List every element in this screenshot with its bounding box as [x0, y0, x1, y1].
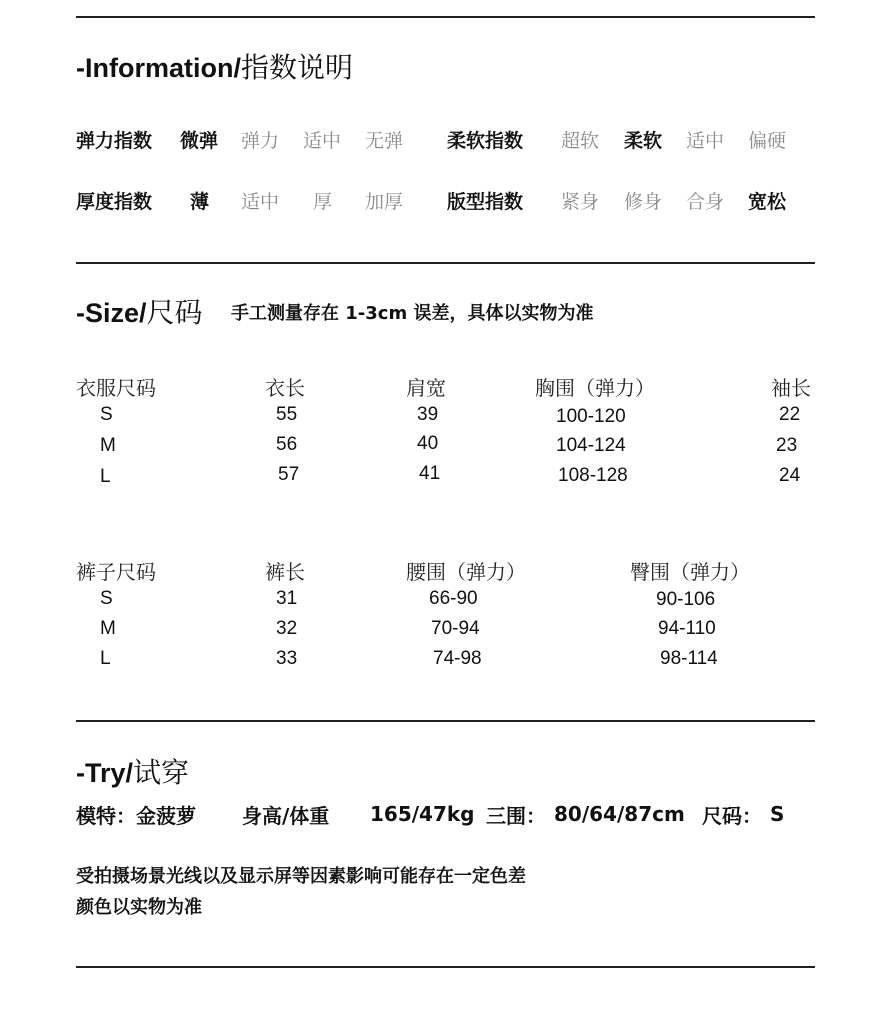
table-cell: 24 [779, 465, 801, 486]
fit-opt-1: 修身 [624, 191, 663, 213]
elasticity-opt-1: 弹力 [241, 130, 280, 152]
table-cell: 31 [276, 588, 298, 609]
model-size-label: 尺码： [702, 804, 762, 828]
tops-header-size: 衣服尺码 [76, 376, 156, 400]
table-cell: 39 [417, 404, 439, 425]
elasticity-opt-3: 无弹 [365, 130, 404, 152]
table-cell: M [100, 435, 116, 456]
table-cell: 22 [779, 404, 801, 425]
softness-opt-3: 偏硬 [748, 130, 787, 152]
tops-header-shoulder: 肩宽 [406, 376, 446, 400]
table-cell: 98-114 [660, 648, 718, 669]
table-cell: 41 [419, 463, 441, 484]
table-cell: 55 [276, 404, 298, 425]
table-cell: 32 [276, 618, 298, 639]
table-cell: 108-128 [558, 465, 628, 486]
thickness-opt-0: 薄 [190, 191, 210, 213]
thickness-opt-1: 适中 [241, 191, 280, 213]
softness-opt-2: 适中 [686, 130, 725, 152]
table-cell: 33 [276, 648, 298, 669]
color-disclaimer: 受拍摄场景光线以及显示屏等因素影响可能存在一定色差 [76, 866, 526, 887]
table-cell: 57 [278, 464, 300, 485]
pants-header-waist: 腰围（弹力） [406, 560, 526, 584]
tops-header-length: 衣长 [265, 376, 305, 400]
table-cell: 90-106 [656, 589, 716, 610]
elasticity-opt-0: 微弹 [180, 130, 219, 152]
information-title: -Information/指数说明 [76, 51, 353, 84]
table-cell: 94-110 [658, 618, 716, 639]
softness-opt-0: 超软 [561, 130, 600, 152]
color-note: 颜色以实物为准 [76, 897, 202, 918]
measurements-value: 80/64/87cm [554, 802, 685, 826]
softness-label: 柔软指数 [447, 130, 524, 152]
fit-opt-0: 紧身 [561, 191, 600, 213]
fit-opt-2: 合身 [686, 191, 725, 213]
size-title: -Size/尺码 [76, 296, 203, 329]
height-weight-label: 身高/体重 [242, 804, 330, 828]
pants-header-length: 裤长 [265, 560, 305, 584]
table-cell: 104-124 [556, 435, 626, 456]
measurements-label: 三围： [486, 804, 546, 828]
table-cell: 56 [276, 434, 298, 455]
table-cell: S [100, 588, 113, 609]
table-cell: M [100, 618, 116, 639]
table-cell: 70-94 [431, 618, 480, 639]
table-cell: L [100, 648, 111, 669]
table-cell: 23 [776, 435, 798, 456]
table-cell: S [100, 404, 113, 425]
pants-header-size: 裤子尺码 [76, 560, 156, 584]
model-size-value: S [770, 802, 785, 826]
divider [76, 720, 815, 722]
elasticity-opt-2: 适中 [303, 130, 342, 152]
try-title: -Try/试穿 [76, 756, 190, 789]
tops-header-sleeve: 袖长 [771, 376, 811, 400]
table-cell: 40 [417, 433, 439, 454]
fit-label: 版型指数 [447, 191, 524, 213]
model-name: 模特：金菠萝 [76, 804, 196, 828]
table-cell: 74-98 [433, 648, 482, 669]
table-cell: 100-120 [556, 406, 626, 427]
thickness-label: 厚度指数 [76, 191, 153, 213]
thickness-opt-2: 厚 [313, 191, 333, 213]
table-cell: L [100, 466, 111, 487]
divider [76, 262, 815, 264]
divider [76, 16, 815, 18]
thickness-opt-3: 加厚 [365, 191, 404, 213]
elasticity-label: 弹力指数 [76, 130, 153, 152]
fit-opt-3: 宽松 [748, 191, 787, 213]
softness-opt-1: 柔软 [624, 130, 663, 152]
size-note: 手工测量存在 1-3cm 误差，具体以实物为准 [231, 303, 594, 324]
tops-header-chest: 胸围（弹力） [535, 376, 655, 400]
table-cell: 66-90 [429, 588, 478, 609]
divider [76, 966, 815, 968]
height-weight-value: 165/47kg [370, 802, 475, 826]
pants-header-hip: 臀围（弹力） [630, 560, 750, 584]
